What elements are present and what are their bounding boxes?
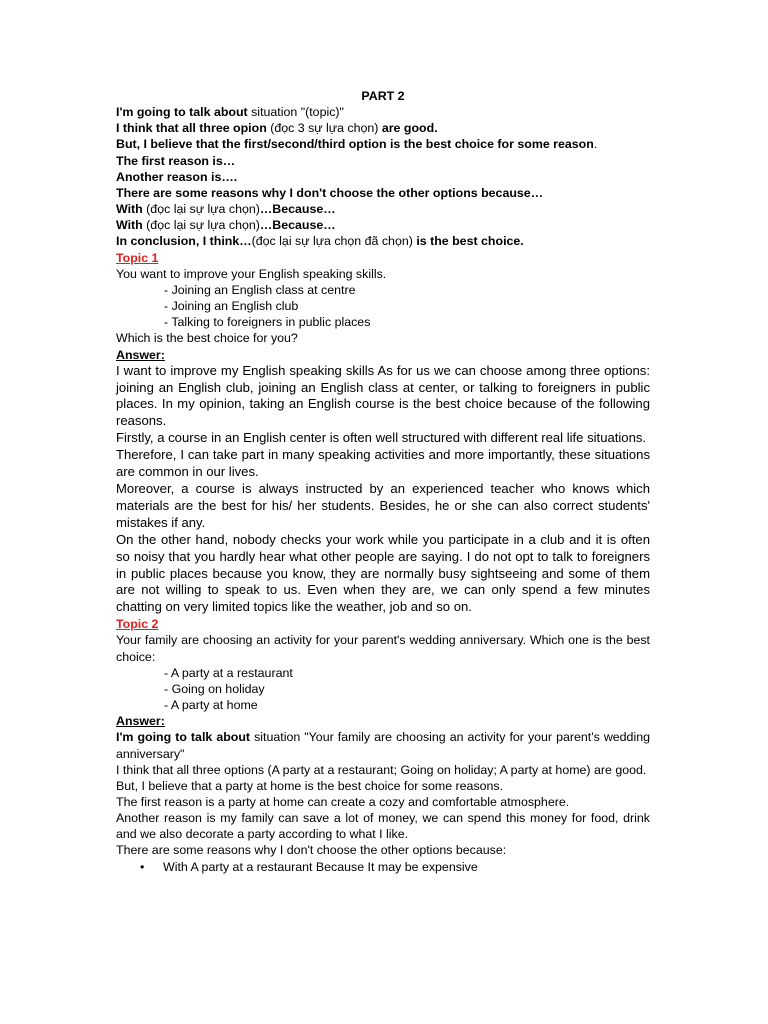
topic-1-answer-label: Answer: [116, 347, 165, 362]
topic-2-paragraph: The first reason is a party at home can create a cozy and comfortable atmosphere. [116, 794, 570, 809]
bullet-text: With A party at a restaurant Because It may be expensive [163, 859, 478, 874]
topic-1-option: - Joining an English club [164, 299, 299, 314]
template-line: I think that all three opion (đọc 3 sự lựa chọn) are good. [116, 121, 438, 136]
topic-1-option: - Joining an English class at centre [164, 282, 356, 297]
topic-2-paragraph: I think that all three options (A party at a restaurant; Going on holiday; A party at home) are good. [116, 762, 647, 777]
topic-1-paragraph: Firstly, a course in an English center is often well structured with different real life situations. [116, 430, 647, 446]
topic-2-heading: Topic 2 [116, 617, 159, 632]
template-line: The first reason is… [116, 153, 236, 168]
topic-1-paragraph: On the other hand, nobody checks your work while you participate in a club and it is often so noisy that you hardly hear what other people are saying. I do not opt to talk to foreigners in public places because you know, they are normally busy sightseeing and some of them are not willing to speak to us. Even when they are, we can only spend a few minutes chatting on very limited topics like the weather, job and so on. [116, 531, 650, 615]
answer-template [116, 104, 650, 249]
topic-2-option: - A party at home [164, 698, 258, 713]
template-line: With (đọc lại sự lựa chọn)…Because… [116, 202, 336, 217]
topic-1-prompt: You want to improve your English speaking skills. [116, 266, 387, 281]
topic-2-answer-label: Answer: [116, 714, 165, 729]
topic-1-section [116, 250, 650, 617]
topic-2-bullet-item [116, 859, 650, 875]
topic-1-option: - Talking to foreigners in public places [164, 315, 371, 330]
topic-2-option: - A party at a restaurant [164, 665, 293, 680]
topic-2-prompt: Your family are choosing an activity for your parent's wedding anniversary. Which one is the best choice: [116, 633, 650, 664]
topic-2-section [116, 616, 650, 875]
template-line: With (đọc lại sự lựa chọn)…Because… [116, 218, 336, 233]
document-page [116, 88, 650, 875]
topic-2-paragraph: But, I believe that a party at home is the best choice for some reasons. [116, 778, 504, 793]
template-line: Another reason is…. [116, 169, 238, 184]
template-line: In conclusion, I think…(đọc lại sự lựa chọn đã chọn) is the best choice. [116, 234, 524, 249]
topic-1-heading: Topic 1 [116, 250, 159, 265]
topic-1-question: Which is the best choice for you? [116, 331, 298, 346]
topic-1-paragraph: Therefore, I can take part in many speaking activities and more importantly, these situations are common in our lives. [116, 447, 650, 480]
topic-2-paragraph: Another reason is my family can save a lot of money, we can spend this money for food, drink and we also decorate a party according to what I like. [116, 811, 650, 842]
topic-1-paragraph: I want to improve my English speaking skills As for us we can choose among three options: joining an English club, joining an English class at center, or talking to foreigners in public places. In my opinion, taking an English course is the best choice because of the following reasons. [116, 362, 650, 429]
page-title: PART 2 [361, 89, 405, 103]
template-line: But, I believe that the first/second/third option is the best choice for some reason. [116, 137, 598, 152]
topic-1-paragraph: Moreover, a course is always instructed by an experienced teacher who knows which materials are the best for his/ her students. Besides, he or she can also correct students' mistakes if any. [116, 481, 650, 530]
topic-2-intro: I'm going to talk about situation "Your family are choosing an activity for your parent's wedding anniversary" [116, 730, 650, 761]
bullet-icon: • [140, 859, 145, 874]
template-line: There are some reasons why I don't choose the other options because… [116, 185, 544, 200]
template-line: I'm going to talk about situation "(topic)" [116, 105, 344, 120]
topic-2-option: - Going on holiday [164, 681, 265, 696]
topic-2-paragraph: There are some reasons why I don't choose the other options because: [116, 843, 507, 858]
